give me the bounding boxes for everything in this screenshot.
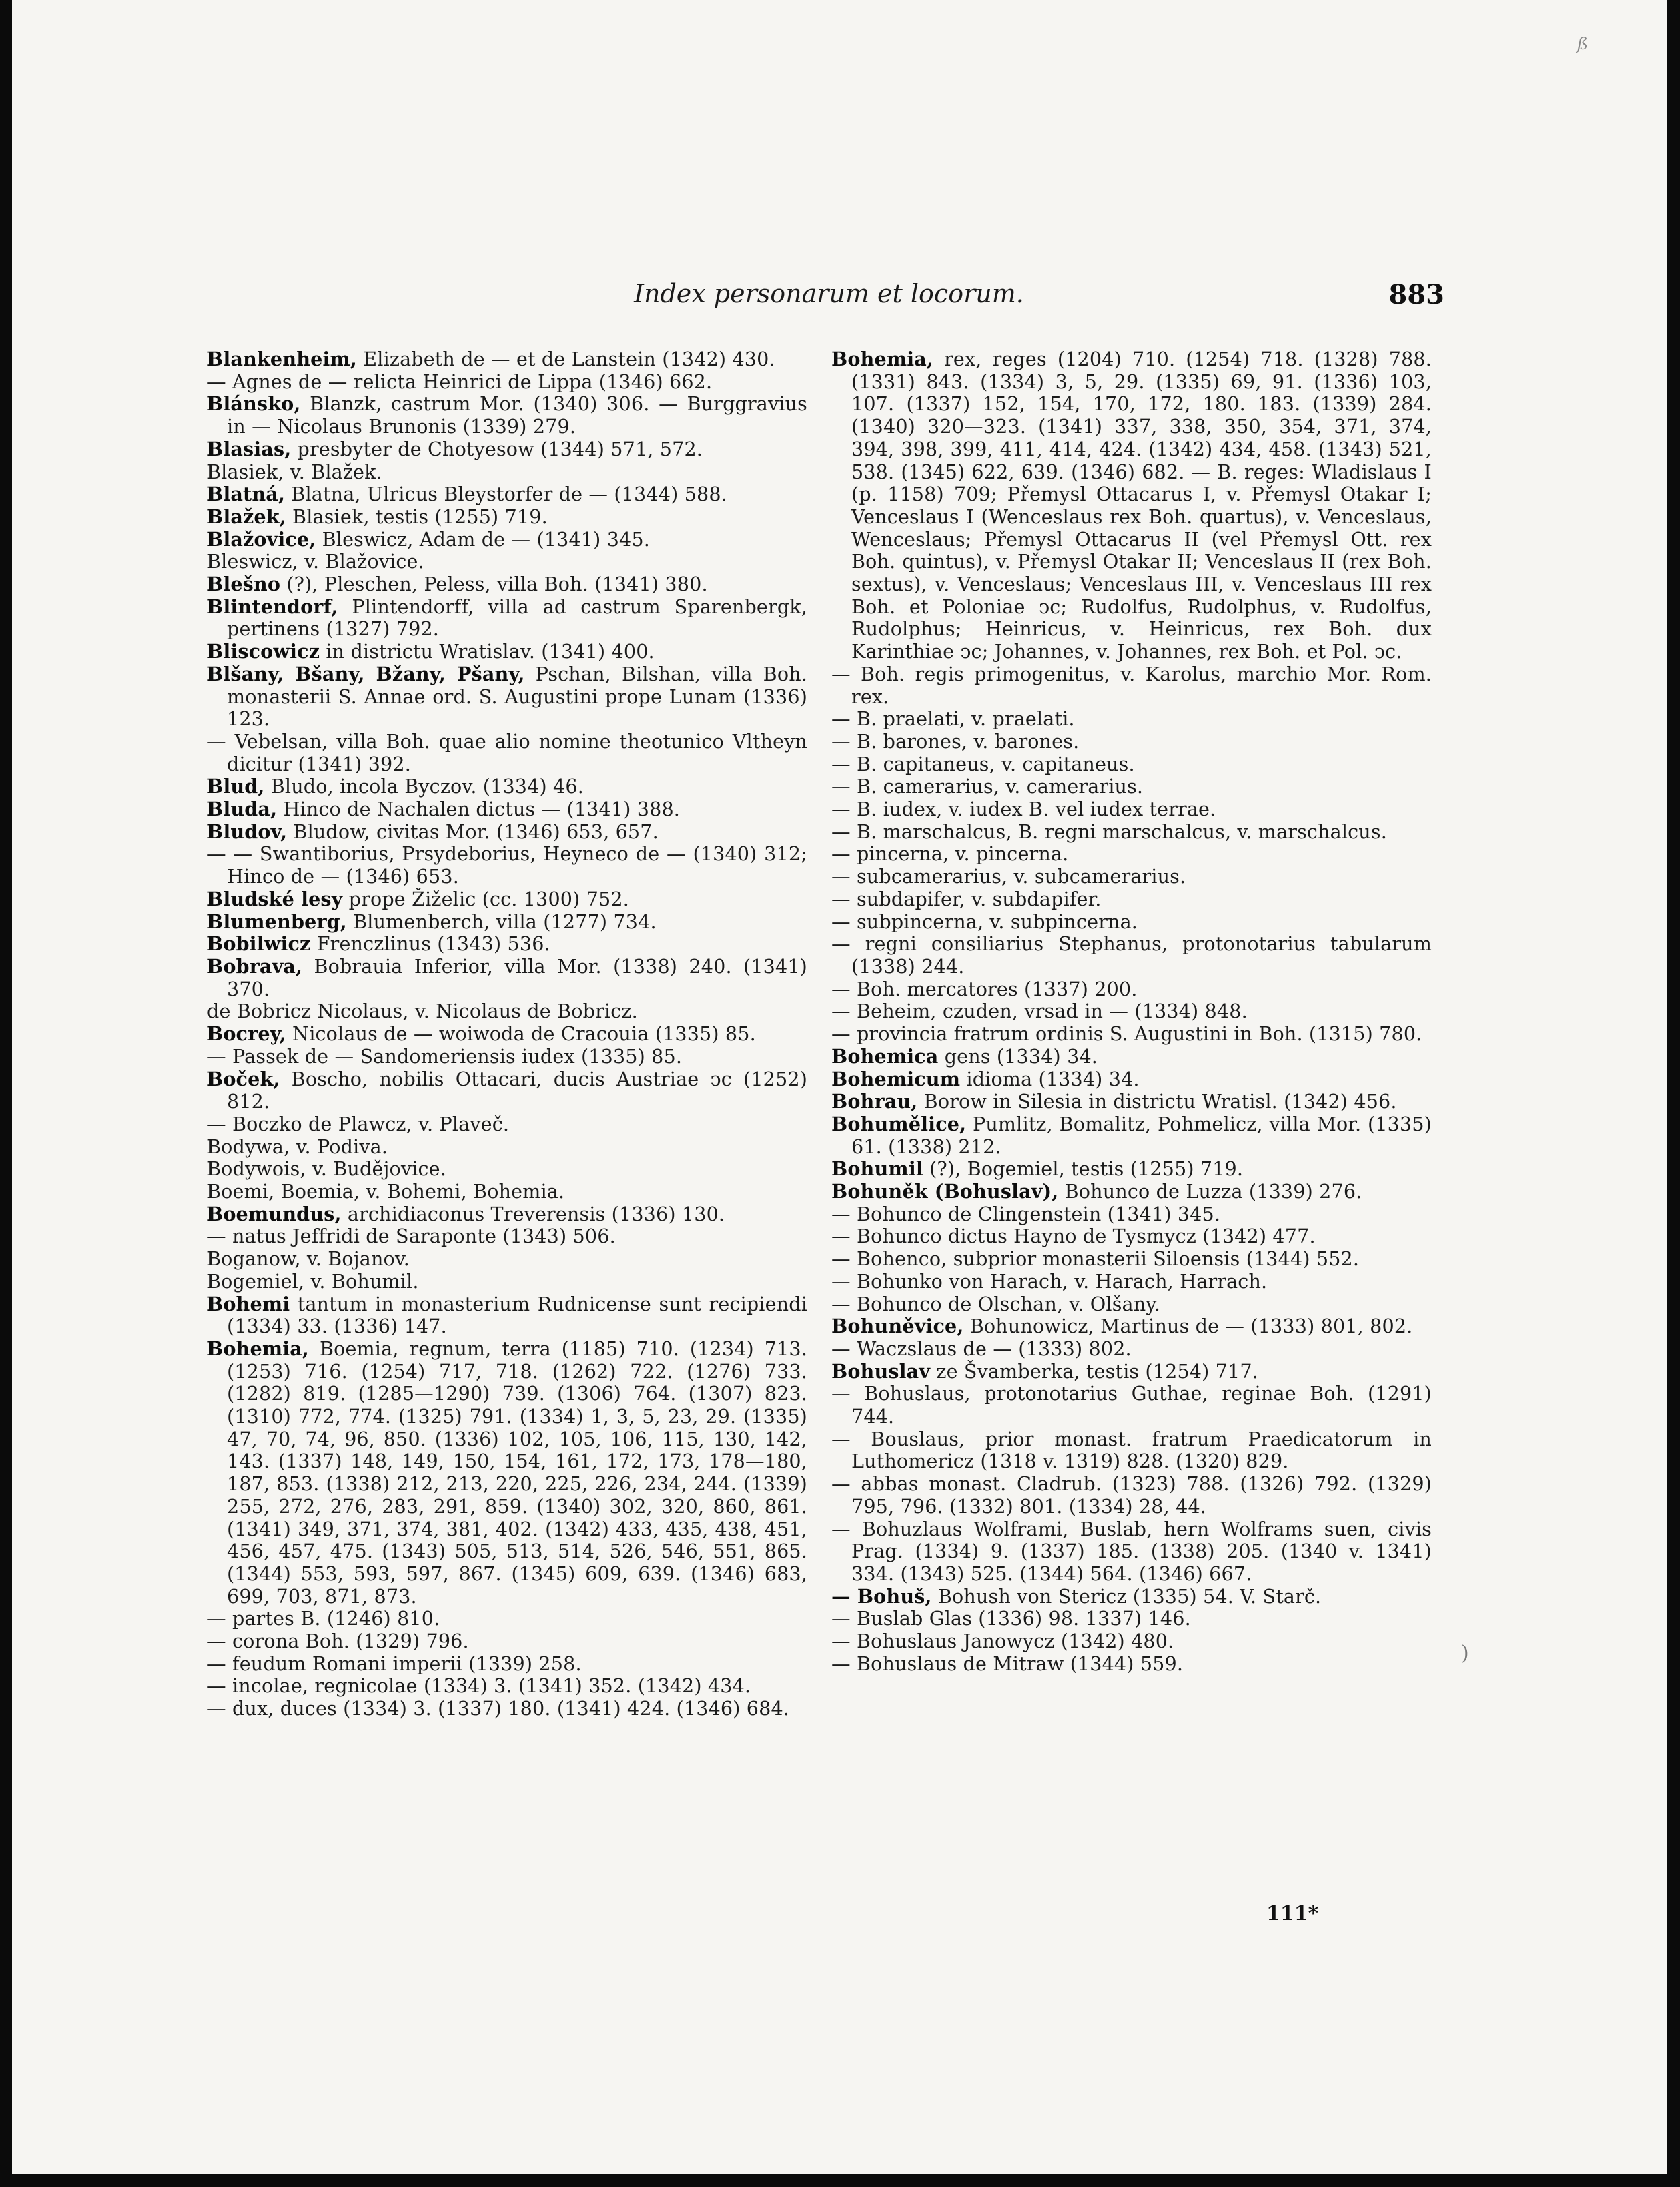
index-entry: [207, 1675, 807, 1698]
index-entry: [207, 798, 807, 821]
index-entry: [831, 1203, 1432, 1226]
entry-text: Hinco de Nachalen dictus — (1341) 388.: [277, 798, 681, 821]
entry-headword: Boček,: [207, 1067, 280, 1090]
index-entry: [207, 1136, 807, 1159]
entry-headword: Bohrau,: [831, 1090, 918, 1113]
entry-text: tantum in monasterium Rudnicense sunt recipiendi (1334) 33. (1336) 147.: [227, 1292, 807, 1338]
entry-text: rex, reges (1204) 710. (1254) 718. (1328) 788. (1331) 843. (1334) 3, 5, 29. (1335) 69, 91. (1336) 103, 107. (1337) 152, 154, 170, 172, 180. 183. (1339) 284. (1340) 320—323. (1341) 337, 338, 350, 354, 371, 374, 394, 398, 399, 411, 414, 424. (1342) 434, 458. (1343) 521, 538. (1345) 622, 639. (1346) 682. — B. reges: Wladislaus I (p. 1158) 709; Přemysl Ottacarus I, v. Přemysl Otakar I; Venceslaus I (Wenceslaus rex Boh. quartus), v. Venceslaus, Wenceslaus; Přemysl Ottacarus II (vel Přemysl Ott. rex Boh. quintus), v. Přemysl Otakar II; Venceslaus II (rex Boh. sextus), v. Venceslaus; Venceslaus III, v. Venceslaus III rex Boh. et Poloniae ↄc; Rudolfus, Rudolphus, v. Rudolfus, Rudolphus; Heinricus, v. Heinricus, rex Boh. dux Karinthiae ↄc; Johannes, v. Johannes, rex Boh. et Pol. ↄc.: [851, 348, 1432, 663]
entry-text: — Bohenco, subprior monasterii Siloensis (1344) 552.: [831, 1247, 1360, 1271]
entry-headword: Blažovice,: [207, 527, 316, 551]
index-entry: [207, 911, 807, 934]
entry-headword: Bobrava,: [207, 954, 303, 978]
entry-text: Bludow, civitas Mor. (1346) 653, 657.: [287, 820, 659, 843]
index-entry: [831, 866, 1432, 888]
entry-text: idioma (1334) 34.: [960, 1067, 1140, 1090]
index-entry: [207, 438, 807, 461]
entry-text: Bohunowicz, Martinus de — (1333) 801, 802.: [963, 1315, 1413, 1338]
index-entry: [831, 1158, 1432, 1181]
index-entry: [207, 461, 807, 484]
index-entry: [207, 1023, 807, 1046]
entry-text: Boemi, Boemia, v. Bohemi, Bohemia.: [207, 1180, 565, 1203]
index-entry: [207, 843, 807, 888]
entry-text: — Bohunco de Clingenstein (1341) 345.: [831, 1202, 1221, 1225]
corner-mark: ß: [1577, 35, 1588, 53]
index-entry: [207, 573, 807, 596]
entry-headword: Blankenheim,: [207, 348, 357, 370]
entry-headword: Blšany, Bšany, Bžany, Pšany,: [207, 662, 525, 685]
index-entry: [207, 1000, 807, 1023]
entry-headword: Blažek,: [207, 505, 286, 528]
index-entry: [831, 911, 1432, 934]
index-entry: [831, 1473, 1432, 1518]
index-entry: [207, 529, 807, 551]
entry-text: — B. praelati, v. praelati.: [831, 707, 1075, 731]
entry-headword: Bohumil: [831, 1157, 923, 1181]
index-entry: [207, 1248, 807, 1271]
entry-headword: — Bohuš,: [831, 1584, 932, 1608]
entry-text: — B. barones, v. barones.: [831, 729, 1080, 753]
page-number: 883: [1388, 279, 1444, 310]
entry-text: — Vebelsan, villa Boh. quae alio nomine theotunico Vltheyn dicitur (1341) 392.: [207, 729, 807, 775]
entry-headword: Blatná,: [207, 483, 286, 506]
entry-text: (?), Pleschen, Peless, villa Boh. (1341) 380.: [280, 573, 708, 596]
index-entry: [831, 1383, 1432, 1428]
entry-text: — feudum Romani imperii (1339) 258.: [207, 1652, 582, 1675]
right-column: [831, 348, 1432, 1675]
entry-text: Blanzk, castrum Mor. (1340) 306. — Burggravius in — Nicolaus Brunonis (1339) 279.: [227, 392, 807, 438]
entry-text: Bobrauia Inferior, villa Mor. (1338) 240. (1341) 370.: [227, 954, 807, 1000]
index-entry: [831, 1068, 1432, 1091]
entry-text: Frenczlinus (1343) 536.: [310, 932, 550, 956]
entry-headword: Boemundus,: [207, 1202, 342, 1225]
entry-text: Pumlitz, Bomalitz, Pohmelicz, villa Mor. (1335) 61. (1338) 212.: [851, 1112, 1432, 1158]
running-title: Index personarum et locorum.: [634, 279, 1024, 308]
entry-headword: Bohuněk (Bohuslav),: [831, 1180, 1059, 1203]
entry-headword: Bliscowicz: [207, 640, 320, 663]
index-entry: [831, 731, 1432, 753]
index-entry: [207, 1225, 807, 1248]
entry-text: — B. marschalcus, B. regni marschalcus, v. marschalcus.: [831, 820, 1387, 843]
index-entry: [831, 843, 1432, 866]
entry-text: Elizabeth de — et de Lanstein (1342) 430.: [357, 348, 775, 370]
entry-headword: Bobilwicz: [207, 932, 311, 956]
index-entry: [831, 348, 1432, 663]
index-entry: [831, 1000, 1432, 1023]
entry-text: (?), Bogemiel, testis (1255) 719.: [923, 1157, 1244, 1181]
index-entry: [831, 775, 1432, 798]
index-entry: [207, 1068, 807, 1113]
entry-text: presbyter de Chotyesow (1344) 571, 572.: [291, 437, 703, 460]
entry-text: Blumenberch, villa (1277) 734.: [346, 910, 657, 933]
index-entry: [207, 1698, 807, 1721]
index-entry: [207, 1158, 807, 1181]
entry-headword: Blumenberg,: [207, 910, 347, 933]
entry-text: in districtu Wratislav. (1341) 400.: [320, 640, 655, 663]
index-entry: [831, 1023, 1432, 1046]
entry-text: — Boh. regis primogenitus, v. Karolus, marchio Mor. Rom. rex.: [831, 662, 1432, 708]
index-entry: [831, 1518, 1432, 1586]
index-entry: [207, 596, 807, 641]
entry-headword: Blánsko,: [207, 392, 301, 416]
index-entry: [831, 663, 1432, 708]
entry-text: — — Swantiborius, Prsydeborius, Heyneco de — (1340) 312; Hinco de — (1346) 653.: [207, 842, 807, 888]
entry-text: — provincia fratrum ordinis S. Augustini in Boh. (1315) 780.: [831, 1022, 1422, 1046]
entry-text: Boemia, regnum, terra (1185) 710. (1234) 713. (1253) 716. (1254) 717, 718. (1262) 722. (1276) 733. (1282) 819. (1285—1290) 739. (1306) 764. (1307) 823. (1310) 772, 774. (1325) 791. (1334) 1, 3, 5, 23, 29. (1335) 47, 70, 74, 96, 850. (1336) 102, 105, 106, 115, 130, 142, 143. (1337) 148, 149, 150, 154, 161, 172, 173, 178—180, 187, 853. (1338) 212, 213, 220, 225, 226, 234, 244. (1339) 255, 272, 276, 283, 291, 859. (1340) 302, 320, 860, 861. (1341) 349, 371, 374, 381, 402. (1342) 433, 435, 438, 451, 456, 457, 475. (1343) 505, 513, 514, 526, 546, 551, 865. (1344) 553, 593, 597, 867. (1345) 609, 639. (1346) 683, 699, 703, 871, 873.: [227, 1337, 807, 1608]
index-entry: [831, 1293, 1432, 1316]
entry-headword: Bohemia,: [207, 1337, 310, 1360]
entry-text: — natus Jeffridi de Saraponte (1343) 506.: [207, 1225, 616, 1248]
index-entry: [207, 731, 807, 775]
index-entry: [831, 1653, 1432, 1676]
entry-text: Bogemiel, v. Bohumil.: [207, 1269, 419, 1293]
index-entry: [207, 1203, 807, 1226]
index-entry: [207, 1630, 807, 1653]
page-header: [220, 279, 1444, 319]
index-entry: [831, 798, 1432, 821]
entry-text: — Bohunco de Olschan, v. Olšany.: [831, 1292, 1161, 1315]
index-entry: [207, 1181, 807, 1203]
index-entry: [831, 888, 1432, 911]
index-entry: [831, 1271, 1432, 1293]
index-entry: [831, 1630, 1432, 1653]
entry-text: — subdapifer, v. subdapifer.: [831, 887, 1102, 910]
entry-text: ze Švamberka, testis (1254) 717.: [930, 1359, 1258, 1383]
entry-text: de Bobricz Nicolaus, v. Nicolaus de Bobricz.: [207, 1000, 638, 1023]
index-entry: [831, 1338, 1432, 1361]
signature-mark: 111*: [1266, 1902, 1319, 1925]
entry-text: — subpincerna, v. subpincerna.: [831, 910, 1138, 933]
entry-headword: Bludské lesy: [207, 887, 343, 910]
entry-text: Pschan, Bilshan, villa Boh. monasterii S. Annae ord. S. Augustini prope Lunam (1336) 123.: [227, 662, 807, 731]
entry-text: — Bohunko von Harach, v. Harach, Harrach.: [831, 1269, 1268, 1293]
entry-text: — Bohuzlaus Wolframi, Buslab, hern Wolframs suen, civis Prag. (1334) 9. (1337) 185. (1338) 205. (1340 v. 1341) 334. (1343) 525. (1344) 564. (1346) 667.: [831, 1517, 1432, 1585]
entry-text: gens (1334) 34.: [938, 1044, 1098, 1068]
index-entry: [207, 1046, 807, 1068]
entry-text: — Waczslaus de — (1333) 802.: [831, 1337, 1132, 1360]
entry-text: — Beheim, czuden, vrsad in — (1334) 848.: [831, 1000, 1248, 1023]
index-entry: [207, 1653, 807, 1676]
entry-text: — corona Boh. (1329) 796.: [207, 1630, 469, 1653]
index-entry: [831, 1586, 1432, 1608]
index-entry: [207, 371, 807, 394]
entry-headword: Bluda,: [207, 798, 278, 821]
index-entry: [831, 1090, 1432, 1113]
index-entry: [207, 888, 807, 911]
index-entry: [207, 1271, 807, 1293]
entry-headword: Bohemicum: [831, 1067, 961, 1090]
entry-text: Bodywa, v. Podiva.: [207, 1135, 388, 1158]
entry-text: — dux, duces (1334) 3. (1337) 180. (1341) 424. (1346) 684.: [207, 1697, 790, 1721]
index-entry: [831, 1046, 1432, 1068]
index-entry: [207, 641, 807, 663]
entry-headword: Blešno: [207, 573, 281, 596]
entry-text: — B. camerarius, v. camerarius.: [831, 775, 1144, 798]
entry-text: Bludo, incola Byczov. (1334) 46.: [264, 775, 584, 798]
index-entry: [207, 483, 807, 506]
index-entry: [831, 978, 1432, 1001]
entry-text: — Bohuslaus de Mitraw (1344) 559.: [831, 1652, 1184, 1675]
entry-text: Borow in Silesia in districtu Wratisl. (1342) 456.: [917, 1090, 1397, 1113]
entry-text: — incolae, regnicolae (1334) 3. (1341) 352. (1342) 434.: [207, 1674, 751, 1698]
entry-text: Bohush von Stericz (1335) 54. V. Starč.: [931, 1584, 1322, 1608]
entry-text: — Bohuslaus, protonotarius Guthae, reginae Boh. (1291) 744.: [831, 1382, 1432, 1428]
entry-text: — Boh. mercatores (1337) 200.: [831, 977, 1138, 1000]
entry-headword: Bohuněvice,: [831, 1315, 964, 1338]
entry-text: Nicolaus de — woiwoda de Cracouia (1335) 85.: [286, 1022, 756, 1046]
index-entry: [831, 1428, 1432, 1473]
index-entry: [831, 1181, 1432, 1203]
index-entry: [207, 933, 807, 956]
entry-headword: Blintendorf,: [207, 595, 338, 618]
entry-headword: Bocrey,: [207, 1022, 286, 1046]
entry-headword: Blasias,: [207, 437, 292, 460]
entry-text: Boscho, nobilis Ottacari, ducis Austriae ↄc (1252) 812.: [227, 1067, 807, 1113]
entry-headword: Bohemica: [831, 1044, 939, 1068]
entry-text: — Boczko de Plawcz, v. Plaveč.: [207, 1112, 510, 1135]
index-entry: [207, 663, 807, 731]
index-entry: [831, 933, 1432, 978]
index-entry: [207, 506, 807, 529]
index-entry: [831, 1608, 1432, 1630]
entry-text: Blasiek, testis (1255) 719.: [286, 505, 548, 528]
entry-text: — pincerna, v. pincerna.: [831, 842, 1069, 866]
entry-text: Plintendorff, villa ad castrum Sparenbergk, pertinens (1327) 792.: [227, 595, 807, 641]
index-entry: [831, 753, 1432, 776]
entry-text: Bleswicz, Adam de — (1341) 345.: [316, 527, 650, 551]
entry-text: prope Žiželic (cc. 1300) 752.: [342, 887, 629, 910]
left-column: [207, 348, 807, 1721]
entry-text: — Passek de — Sandomeriensis iudex (1335) 85.: [207, 1044, 683, 1068]
entry-text: Blatna, Ulricus Bleystorfer de — (1344) 588.: [285, 483, 727, 506]
index-entry: [207, 821, 807, 844]
index-entry: [207, 393, 807, 438]
entry-text: Bohunco de Luzza (1339) 276.: [1058, 1180, 1362, 1203]
index-entry: [207, 348, 807, 371]
entry-text: archidiaconus Treverensis (1336) 130.: [341, 1202, 725, 1225]
entry-text: Bodywois, v. Budějovice.: [207, 1157, 446, 1181]
entry-text: Blasiek, v. Blažek.: [207, 460, 382, 483]
margin-mark: ): [1461, 1642, 1469, 1665]
entry-text: — Bohunco dictus Hayno de Tysmycz (1342) 477.: [831, 1225, 1316, 1248]
index-entry: [831, 1361, 1432, 1383]
entry-headword: Bludov,: [207, 820, 288, 843]
entry-text: — B. capitaneus, v. capitaneus.: [831, 752, 1135, 775]
entry-text: — Agnes de — relicta Heinrici de Lippa (1346) 662.: [207, 370, 713, 393]
entry-text: — subcamerarius, v. subcamerarius.: [831, 865, 1186, 888]
index-entry: [207, 1338, 807, 1608]
entry-text: Bleswicz, v. Blažovice.: [207, 550, 424, 573]
index-entry: [831, 1113, 1432, 1158]
entry-text: — B. iudex, v. iudex B. vel iudex terrae.: [831, 798, 1216, 821]
index-entry: [207, 775, 807, 798]
index-entry: [207, 551, 807, 573]
index-entry: [207, 956, 807, 1000]
entry-headword: Bohuslav: [831, 1359, 931, 1383]
entry-headword: Blud,: [207, 775, 265, 798]
entry-text: — partes B. (1246) 810.: [207, 1607, 440, 1630]
index-entry: [831, 1225, 1432, 1248]
entry-text: — abbas monast. Cladrub. (1323) 788. (1326) 792. (1329) 795, 796. (1332) 801. (1334) 28, 44.: [831, 1472, 1432, 1518]
index-entry: [207, 1608, 807, 1630]
entry-text: — Bohuslaus Janowycz (1342) 480.: [831, 1630, 1174, 1653]
entry-text: — Bouslaus, prior monast. fratrum Praedicatorum in Luthomericz (1318 v. 1319) 828. (1320) 829.: [831, 1427, 1432, 1473]
entry-text: — regni consiliarius Stephanus, protonotarius tabularum (1338) 244.: [831, 932, 1432, 978]
index-entry: [831, 708, 1432, 731]
entry-text: — Buslab Glas (1336) 98. 1337) 146.: [831, 1607, 1191, 1630]
index-entry: [831, 821, 1432, 844]
entry-text: Boganow, v. Bojanov.: [207, 1247, 410, 1271]
scanned-page: [12, 0, 1667, 2174]
index-entry: [207, 1113, 807, 1136]
entry-headword: Bohemi: [207, 1292, 290, 1315]
entry-headword: Bohumělice,: [831, 1112, 967, 1135]
index-entry: [831, 1315, 1432, 1338]
entry-headword: Bohemia,: [831, 348, 934, 370]
index-entry: [831, 1248, 1432, 1271]
index-entry: [207, 1293, 807, 1338]
